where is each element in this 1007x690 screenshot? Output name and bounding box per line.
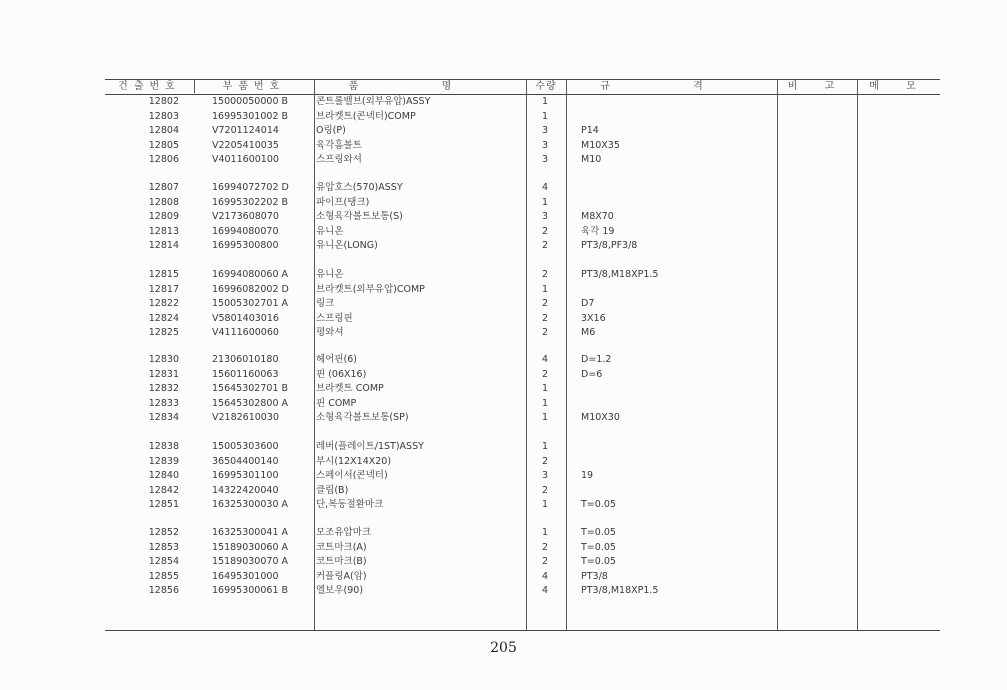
part-no-cell: 36504400140 [212,455,279,467]
description-cell: 핀 (06X16) [316,368,367,380]
part-no-cell: 15000050000 B [212,96,289,107]
description-cell: 커플링A(암) [316,570,367,582]
ref-no-cell: 12842 [148,484,179,496]
table-row [105,526,940,541]
header-specification: 규 격 [600,81,743,92]
specification-cell: M8X70 [581,211,614,222]
description-cell: 평와셔 [316,327,344,338]
ref-no-cell: 12838 [148,441,179,452]
part-no-cell: 16995300800 [212,240,279,251]
ref-no-cell: 12822 [148,298,179,309]
specification-cell: M10X30 [581,412,620,423]
description-cell: 브라켓트(외부유압)COMP [316,283,425,295]
table-row [105,484,940,499]
part-no-cell: 14322420040 [212,484,279,496]
specification-cell: P14 [581,125,599,136]
ref-no-cell: 12840 [148,470,179,481]
table-row [105,584,940,599]
specification-cell: D=6 [581,368,603,380]
ref-no-cell: 12851 [148,499,179,510]
part-no-cell: V2173608070 [212,211,279,222]
specification-cell: 육각 19 [581,225,615,237]
quantity-cell: 4 [541,585,549,596]
quantity-cell: 1 [541,110,549,122]
table-bottom-rule [105,630,940,631]
description-cell: 클립(B) [316,484,349,496]
description-cell: 레버(플레이트/1ST)ASSY [316,441,424,452]
table-row [105,469,940,484]
page-number: 205 [490,640,517,656]
ref-no-cell: 12809 [148,211,179,222]
specification-cell: PT3/8 [581,570,608,582]
ref-no-cell: 12815 [148,269,179,280]
part-no-cell: V5801403016 [212,312,279,324]
quantity-cell: 1 [541,412,549,423]
quantity-cell: 2 [541,484,549,496]
table-row [105,268,940,283]
quantity-cell: 1 [541,283,549,295]
specification-cell: 19 [581,470,594,481]
specification-cell: PT3/8,PF3/8 [581,240,638,251]
ref-no-cell: 12833 [148,397,179,409]
quantity-cell: 3 [541,139,549,151]
description-cell: 브라켓트(콘넥터)COMP [316,110,416,122]
ref-no-cell: 12856 [148,585,179,596]
description-cell: 핀 COMP [316,397,357,409]
ref-no-cell: 12804 [148,125,179,136]
quantity-cell: 3 [541,125,549,136]
table-row [105,382,940,397]
ref-no-cell: 12831 [148,368,179,380]
ref-no-cell: 12808 [148,196,179,208]
description-cell: 파이프(탱크) [316,196,370,208]
specification-cell: D7 [581,298,595,309]
description-cell: 모조유압마크 [316,527,372,538]
ref-no-cell: 12803 [148,110,179,122]
description-cell: O링(P) [316,125,346,136]
table-row [105,455,940,470]
part-no-cell: V4111600060 [212,327,279,338]
quantity-cell: 2 [541,541,549,553]
specification-cell: D=1.2 [581,354,612,365]
part-no-cell: 16995301100 [212,470,279,481]
header-ref-no: 건출번호 [118,81,181,92]
ref-no-cell: 12853 [148,541,179,553]
specification-cell: M10 [581,154,602,165]
specification-cell: T=0.05 [581,541,616,553]
description-cell: 스페이서(콘넥터) [316,470,388,481]
table-row [105,239,940,254]
description-cell: 유니온 [316,225,344,237]
quantity-cell: 1 [541,527,549,538]
quantity-cell: 1 [541,397,549,409]
description-cell: 코트마크(B) [316,556,367,567]
quantity-cell: 2 [541,240,549,251]
ref-no-cell: 12802 [148,96,179,107]
description-cell: 육각홈볼트 [316,139,362,151]
table-row [105,124,940,139]
ref-no-cell: 12855 [148,570,179,582]
part-no-cell: V7201124014 [212,125,279,136]
table-row [105,541,940,556]
description-cell: 스프링핀 [316,312,353,324]
specification-cell: PT3/8,M18XP1.5 [581,585,659,596]
part-no-cell: 16995300061 B [212,585,289,596]
ref-no-cell: 12834 [148,412,179,423]
table-row [105,368,940,383]
part-no-cell: V2205410035 [212,139,279,151]
quantity-cell: 2 [541,368,549,380]
table-row [105,297,940,312]
table-row [105,555,940,570]
part-no-cell: 16996082002 D [212,283,289,295]
quantity-cell: 3 [541,154,549,165]
ref-no-cell: 12807 [148,182,179,193]
table-row [105,283,940,298]
part-no-cell: 16325300030 A [212,499,289,510]
ref-no-cell: 12817 [148,283,179,295]
ref-no-cell: 12852 [148,527,179,538]
specification-cell: PT3/8,M18XP1.5 [581,269,659,280]
quantity-cell: 2 [541,269,549,280]
quantity-cell: 4 [541,570,549,582]
ref-no-cell: 12839 [148,455,179,467]
description-cell: 코트마크(A) [316,541,367,553]
part-no-cell: V2182610030 [212,412,279,423]
table-row [105,326,940,341]
part-no-cell: 16995302202 B [212,196,289,208]
description-cell: 엘보우(90) [316,585,364,596]
quantity-cell: 2 [541,298,549,309]
description-cell: 유압호스(570)ASSY [316,182,403,193]
part-no-cell: 16995301002 B [212,110,289,122]
quantity-cell: 2 [541,327,549,338]
specification-cell: T=0.05 [581,499,616,510]
table-row [105,570,940,585]
table-row [105,181,940,196]
ref-no-cell: 12825 [148,327,179,338]
description-cell: 링크 [316,298,335,309]
description-cell: 헤어핀(6) [316,354,357,365]
part-no-cell: 15005302701 A [212,298,289,309]
table-row [105,139,940,154]
quantity-cell: 4 [541,354,549,365]
table-row [105,353,940,368]
part-no-cell: 16325300041 A [212,527,289,538]
header-remarks: 비 고 [787,81,847,92]
quantity-cell: 2 [541,225,549,237]
ref-no-cell: 12805 [148,139,179,151]
part-no-cell: 15645302701 B [212,383,289,394]
quantity-cell: 1 [541,383,549,394]
ref-no-cell: 12824 [148,312,179,324]
quantity-cell: 3 [541,470,549,481]
part-no-cell: 16994080070 [212,225,279,237]
description-cell: 유니온 [316,269,344,280]
specification-cell: T=0.05 [581,527,616,538]
description-cell: 단,복동절환마크 [316,499,384,510]
header-memo: 메 모 [869,81,928,92]
header-quantity: 수량 [535,81,557,92]
quantity-cell: 4 [541,182,549,193]
specification-cell: 3X16 [581,312,606,324]
part-no-cell: 16495301000 [212,570,279,582]
description-cell: 콘트롤밸브(외부유압)ASSY [316,96,431,107]
table-row [105,153,940,168]
table-row [105,498,940,513]
specification-cell: T=0.05 [581,556,616,567]
ref-no-cell: 12830 [148,354,179,365]
table-row [105,196,940,211]
ref-no-cell: 12813 [148,225,179,237]
ref-no-cell: 12806 [148,154,179,165]
header-description: 품 명 [348,81,492,92]
quantity-cell: 1 [541,499,549,510]
table-row [105,95,940,110]
ref-no-cell: 12814 [148,240,179,251]
table-row [105,397,940,412]
part-no-cell: 15189030060 A [212,541,289,553]
quantity-cell: 3 [541,211,549,222]
part-no-cell: 15601160063 [212,368,279,380]
part-no-cell: 15189030070 A [212,556,289,567]
description-cell: 소형육각볼트보통(SP) [316,412,409,423]
part-no-cell: V4011600100 [212,154,279,165]
description-cell: 브라켓트 COMP [316,383,384,394]
ref-no-cell: 12832 [148,383,179,394]
quantity-cell: 2 [541,455,549,467]
part-no-cell: 21306010180 [212,354,279,365]
description-cell: 스프링와셔 [316,154,362,165]
quantity-cell: 1 [541,96,549,107]
part-no-cell: 16994072702 D [212,182,289,193]
description-cell: 부시(12X14X20) [316,455,392,467]
quantity-cell: 2 [541,556,549,567]
table-row [105,210,940,225]
specification-cell: M10X35 [581,139,620,151]
specification-cell: M6 [581,327,596,338]
part-no-cell: 15645302800 A [212,397,289,409]
part-no-cell: 15005303600 [212,441,279,452]
header-part-no: 부품번호 [222,81,286,92]
description-cell: 소형육각볼트보통(S) [316,211,403,222]
ref-no-cell: 12854 [148,556,179,567]
part-no-cell: 16994080060 A [212,269,289,280]
description-cell: 유니온(LONG) [316,240,378,251]
table-row [105,440,940,455]
quantity-cell: 1 [541,196,549,208]
table-row [105,225,940,240]
quantity-cell: 2 [541,312,549,324]
table-row [105,110,940,125]
table-row [105,312,940,327]
quantity-cell: 1 [541,441,549,452]
table-row [105,411,940,426]
